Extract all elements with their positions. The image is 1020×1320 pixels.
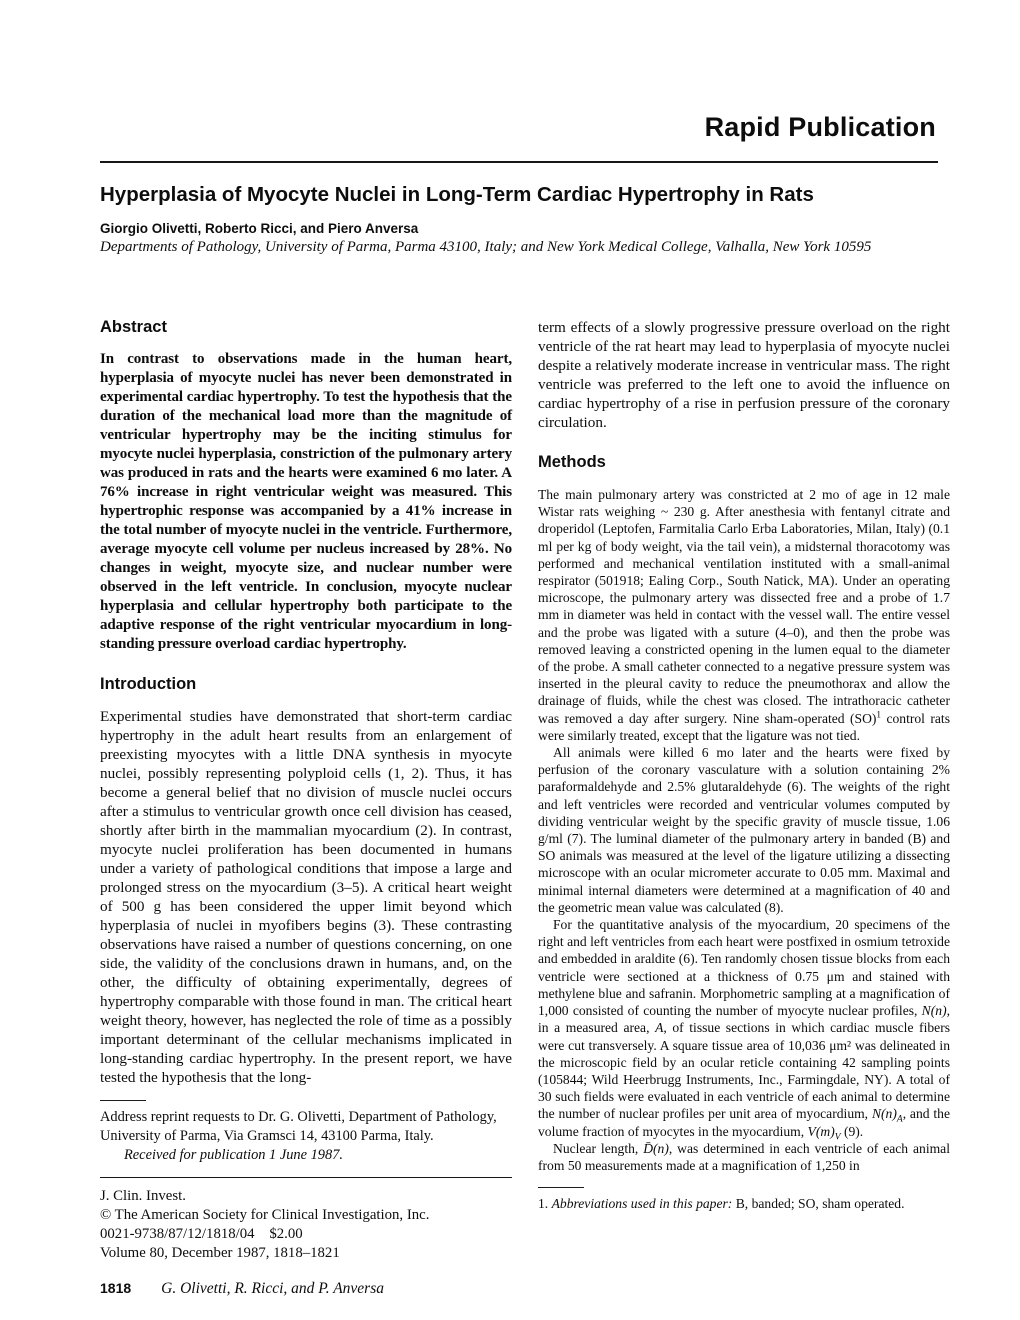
abbreviations-footnote-rule xyxy=(538,1187,584,1188)
methods-heading: Methods xyxy=(538,453,606,471)
authors-line: Giorgio Olivetti, Roberto Ricci, and Piero Anversa xyxy=(100,221,419,236)
journal-info-block xyxy=(100,1187,512,1263)
rapid-publication-banner: Rapid Publication xyxy=(704,112,936,142)
reprint-note: Address reprint requests to Dr. G. Olivetti, Department of Pathology, University of Parma, Via Gramsci 14, 43100 Parma, Italy. xyxy=(100,1109,497,1144)
methods-paragraph-1: The main pulmonary artery was constricted at 2 mo of age in 12 male Wistar rats weighing ~ 230 g. After anesthesia with fentanyl citrate and droperidol (Leptofen, Farmitalia Carlo Erba Laboratories, Milan, Italy) (0.1 ml per kg of body weight, via the tail vein), a midsternal thoracotomy was performed and mechanical ventilation instituted with a small-animal respirator (501918; Ealing Corp., South Natick, MA). Under an operating microscope, the pulmonary artery was dissected free and a probe of 1.7 mm in diameter was held in contact with the vessel wall. The entire vessel and the probe was ligated with a suture (4–0), and then the probe was removed leaving a constricted opening in the lumen equal to the diameter of the probe. A small catheter connected to a negative pressure system was inserted in the pleural cavity to reduce the pneumothorax and allow the drainage of fluids, while the chest was closed. The intrathoracic catheter was removed a day after surgery. Nine sham-operated (SO)$^1$ control rats were similarly treated, except that the ligature was not tied. xyxy=(538,487,950,743)
left-column xyxy=(100,318,512,1299)
footnote-rule xyxy=(100,1100,146,1101)
left-footnote-block xyxy=(100,1100,512,1299)
page-number: 1818 xyxy=(100,1280,132,1296)
footer-authors: G. Olivetti, R. Ricci, and P. Anversa xyxy=(161,1280,384,1297)
volume-line: Volume 80, December 1987, 1818–1821 xyxy=(100,1245,340,1261)
right-column xyxy=(538,318,950,1213)
introduction-text: Experimental studies have demonstrated that short-term cardiac hypertrophy in the adult heart results from an enlargement of preexisting myocytes with a little DNA synthesis in myocyte nuclei, possibly representing polyploid cells (1, 2). Thus, it has become a general belief that no division of muscle nuclei occurs after a stimulus to ventricular growth once cell division has ceased, shortly after birth in the mammalian myocardium (2). In contrast, myocyte nuclei proliferation has been documented in humans under a variety of pathological conditions that impose a large and prolonged stress on the myocardium (3–5). A critical heart weight of 500 g has been considered the upper limit beyond which hyperplasia of nuclei in myofibers begins (3). These contrasting observations have raised a number of questions concerning, on one side, the validity of the conclusions drawn in humans, and, on the other, the difficulty of obtaining experimentally, degrees of hypertrophy comparable with those found in man. The critical heart weight theory, however, has neglected the role of time as a possibly important determinant of the cellular mechanisms implicated in long-standing cardiac hypertrophy. In the present report, we have tested the hypothesis that the long- xyxy=(100,708,512,1086)
article-title: Hyperplasia of Myocyte Nuclei in Long-Term Cardiac Hypertrophy in Rats xyxy=(100,183,814,206)
methods-paragraph-3: For the quantitative analysis of the myocardium, 20 specimens of the right and left ventricles from each heart were postfixed in osmium tetroxide and embedded in araldite (6). Ten randomly chosen tissue blocks from each ventricle were sectioned at a thickness of 0.75 μm and stained with methylene blue and safranin. Morphometric sampling at a magnification of 1,000 consisted of counting the number of myocyte nuclear profiles, N(n), in a measured area, A, of tissue sections in which cardiac muscle fibers were cut transversely. A square tissue area of 10,036 μm² was delineated in the microscopic field by an ocular reticle containing 42 sampling points (105844; Wild Heerbrugg Instruments, Inc., Farmingdale, NY). A total of 30 such fields were evaluated in each ventricle of each animal to determine the number of nuclear profiles per unit area of myocardium, $N(n)_A$, and the volume fraction of myocytes in the myocardium, $V(m)_V$ (9). xyxy=(538,917,951,1143)
affiliation-line: Departments of Pathology, University of Parma, Parma 43100, Italy; and New York Medical College, Valhalla, New York 10595 xyxy=(100,239,872,255)
copyright-line: © The American Society for Clinical Investigation, Inc. xyxy=(100,1207,430,1223)
journal-divider-rule xyxy=(100,1177,512,1178)
issn-fee-line: 0021-9738/87/12/1818/04 $2.00 xyxy=(100,1226,303,1242)
page-footer xyxy=(100,1279,512,1299)
right-footnote-block xyxy=(538,1187,950,1213)
introduction-continuation: term effects of a slowly progressive pressure overload on the right ventricle of the rat heart may lead to hyperplasia of myocyte nuclei despite a relatively moderate increase in ventricular mass. The right ventricle was preferred to the left one to avoid the influence on cardiac hypertrophy of a rise in perfusion pressure of the coronary circulation. xyxy=(538,319,950,431)
abbreviations-footnote: 1. Abbreviations used in this paper: B, banded; SO, sham operated. xyxy=(538,1196,905,1212)
methods-paragraph-2: All animals were killed 6 mo later and the hearts were fixed by perfusion of the coronary vasculature with a solution containing 2% paraformaldehyde and 2.5% glutaraldehyde (6). The weights of the right and left ventricles were recorded and ventricular volumes computed by dividing ventricular weight by the specific gravity of muscle tissue, 1.06 g/ml (7). The luminal diameter of the pulmonary artery in banded (B) and SO animals was measured at the level of the ligature utilizing a dissecting microscope with an ocular micrometer accurate to 0.05 mm. Maximal and minimal internal diameters were determined at a magnification of 40 and the geometric mean value was calculated (8). xyxy=(538,745,950,915)
methods-paragraph-4: Nuclear length, D̄(n), was determined in each ventricle of each animal from 50 measurements made at a magnification of 1,250 in xyxy=(538,1140,950,1173)
abstract-heading: Abstract xyxy=(100,318,167,336)
header-rule xyxy=(100,161,938,163)
abstract-text: In contrast to observations made in the human heart, hyperplasia of myocyte nuclei has never been demonstrated in experimental cardiac hypertrophy. To test the hypothesis that the duration of the mechanical load more than the magnitude of ventricular hypertrophy may be the inciting stimulus for myocyte nuclei hyperplasia, constriction of the pulmonary artery was produced in rats and the hearts were examined 6 mo later. A 76% increase in right ventricular weight was measured. This hypertrophic response was accompanied by a 41% increase in the total number of myocyte nuclei in the ventricle. Furthermore, average myocyte cell volume per nucleus increased by 28%. No changes in weight, myocyte size, and nuclear number were observed in the left ventricle. In conclusion, myocyte nuclear hyperplasia and cellular hypertrophy both participate to the adaptive response of the right ventricular myocardium in long-standing pressure overload cardiac hypertrophy. xyxy=(100,351,512,652)
journal-name: J. Clin. Invest. xyxy=(100,1188,186,1204)
received-note: Received for publication 1 June 1987. xyxy=(124,1147,343,1163)
introduction-heading: Introduction xyxy=(100,675,197,693)
